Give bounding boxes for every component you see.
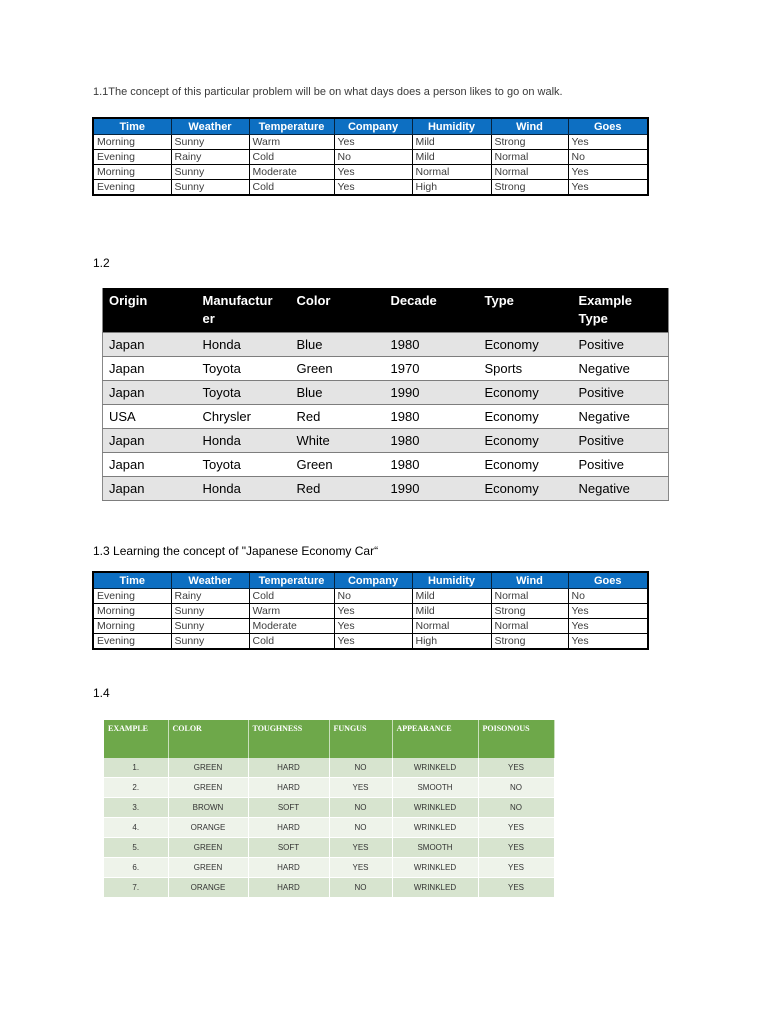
table-cell: Cold xyxy=(249,150,334,165)
table-cell: NO xyxy=(478,798,554,818)
table-cell: Economy xyxy=(479,477,573,501)
table-header-row xyxy=(103,288,669,333)
table-cell: Cold xyxy=(249,589,334,604)
column-header: Origin xyxy=(103,288,197,333)
section-heading-1-3: 1.3 Learning the concept of "Japanese Economy Car“ xyxy=(93,544,379,558)
table-cell: Japan xyxy=(103,381,197,405)
table-cell: 6. xyxy=(104,858,168,878)
table-cell: WRINKLED xyxy=(392,858,478,878)
table-header-row xyxy=(104,720,554,758)
table-cell: YES xyxy=(329,838,392,858)
table-cell: NO xyxy=(329,758,392,778)
table-cell: Yes xyxy=(568,604,648,619)
table-cell: Japan xyxy=(103,333,197,357)
table-cell: Economy xyxy=(479,333,573,357)
table-cell: YES xyxy=(478,818,554,838)
table-cell: Red xyxy=(291,477,385,501)
table-cell: 1980 xyxy=(385,405,479,429)
table-cell: Yes xyxy=(568,180,648,196)
column-header: POISONOUS xyxy=(478,720,554,758)
table-cell: High xyxy=(412,180,491,196)
economy-car-table xyxy=(92,571,649,650)
table-cell: Blue xyxy=(291,333,385,357)
mushroom-table xyxy=(104,720,555,898)
table-cell: YES xyxy=(478,858,554,878)
table-cell: 1980 xyxy=(385,333,479,357)
table-cell: Normal xyxy=(412,165,491,180)
table-cell: Normal xyxy=(491,150,568,165)
table-cell: HARD xyxy=(248,858,329,878)
table-cell: Sunny xyxy=(171,135,249,150)
column-header: Time xyxy=(93,118,171,135)
table-row xyxy=(93,589,648,604)
table-cell: Toyota xyxy=(197,381,291,405)
table-cell: Japan xyxy=(103,357,197,381)
column-header: Wind xyxy=(491,118,568,135)
table-cell: Cold xyxy=(249,180,334,196)
table-cell: Mild xyxy=(412,150,491,165)
section-heading-1-4: 1.4 xyxy=(93,686,110,700)
table-cell: WRINKLED xyxy=(392,798,478,818)
table-row xyxy=(104,798,554,818)
table-cell: Sunny xyxy=(171,619,249,634)
column-header: EXAMPLE xyxy=(104,720,168,758)
table-cell: ORANGE xyxy=(168,878,248,898)
table-cell: Morning xyxy=(93,135,171,150)
table-cell: 4. xyxy=(104,818,168,838)
table-cell: 1990 xyxy=(385,381,479,405)
table-cell: Honda xyxy=(197,477,291,501)
table-cell: Strong xyxy=(491,604,568,619)
table-cell: Positive xyxy=(573,429,669,453)
table-cell: SMOOTH xyxy=(392,838,478,858)
table-cell: Green xyxy=(291,357,385,381)
table-row xyxy=(103,477,669,501)
table-cell: Mild xyxy=(412,604,491,619)
table-row xyxy=(93,150,648,165)
column-header: APPEARANCE xyxy=(392,720,478,758)
table-cell: Yes xyxy=(334,135,412,150)
column-header: Goes xyxy=(568,118,648,135)
table-cell: 1970 xyxy=(385,357,479,381)
table-row xyxy=(104,818,554,838)
table-row xyxy=(103,453,669,477)
table-row xyxy=(93,180,648,196)
table-cell: Evening xyxy=(93,150,171,165)
table-cell: Toyota xyxy=(197,453,291,477)
table-cell: Normal xyxy=(491,619,568,634)
column-header: TOUGHNESS xyxy=(248,720,329,758)
column-header: FUNGUS xyxy=(329,720,392,758)
table-cell: WRINKLED xyxy=(392,878,478,898)
column-header: Temperature xyxy=(249,118,334,135)
table-cell: Sunny xyxy=(171,165,249,180)
table-cell: Strong xyxy=(491,180,568,196)
table-cell: 1. xyxy=(104,758,168,778)
table-cell: YES xyxy=(478,878,554,898)
table-cell: Economy xyxy=(479,405,573,429)
table-cell: Moderate xyxy=(249,619,334,634)
table-cell: WRINKLED xyxy=(392,818,478,838)
table-cell: Morning xyxy=(93,619,171,634)
table-cell: Warm xyxy=(249,135,334,150)
table-cell: Blue xyxy=(291,381,385,405)
table-cell: 3. xyxy=(104,798,168,818)
table-cell: White xyxy=(291,429,385,453)
table-cell: GREEN xyxy=(168,758,248,778)
table-cell: High xyxy=(412,634,491,650)
column-header: Manufactur er xyxy=(197,288,291,333)
table-cell: Negative xyxy=(573,405,669,429)
table-cell: Normal xyxy=(412,619,491,634)
table-cell: Economy xyxy=(479,429,573,453)
table-cell: No xyxy=(334,150,412,165)
table-cell: Honda xyxy=(197,333,291,357)
table-cell: BROWN xyxy=(168,798,248,818)
table-cell: Yes xyxy=(334,180,412,196)
table-cell: Yes xyxy=(568,634,648,650)
table-cell: Yes xyxy=(568,165,648,180)
column-header: Example Type xyxy=(573,288,669,333)
column-header: Weather xyxy=(171,572,249,589)
table-cell: Chrysler xyxy=(197,405,291,429)
table-cell: YES xyxy=(478,838,554,858)
table-cell: Yes xyxy=(568,135,648,150)
table-cell: No xyxy=(568,150,648,165)
table-cell: Japan xyxy=(103,453,197,477)
table-cell: HARD xyxy=(248,758,329,778)
table-cell: Mild xyxy=(412,135,491,150)
table-cell: Positive xyxy=(573,453,669,477)
table-row xyxy=(104,878,554,898)
table-header-row xyxy=(93,118,648,135)
column-header: Color xyxy=(291,288,385,333)
table-cell: Moderate xyxy=(249,165,334,180)
table-cell: Morning xyxy=(93,604,171,619)
table-header-row xyxy=(93,572,648,589)
column-header: Time xyxy=(93,572,171,589)
table-cell: Morning xyxy=(93,165,171,180)
table-cell: Red xyxy=(291,405,385,429)
section-heading-1-2: 1.2 xyxy=(93,256,110,270)
table-cell: Yes xyxy=(568,619,648,634)
table-cell: YES xyxy=(329,778,392,798)
table-cell: Yes xyxy=(334,165,412,180)
table-cell: WRINKELD xyxy=(392,758,478,778)
table-cell: Rainy xyxy=(171,150,249,165)
column-header: Type xyxy=(479,288,573,333)
table-row xyxy=(103,405,669,429)
table-cell: Cold xyxy=(249,634,334,650)
table-cell: SOFT xyxy=(248,798,329,818)
column-header: Goes xyxy=(568,572,648,589)
table-cell: Mild xyxy=(412,589,491,604)
table-cell: Sunny xyxy=(171,180,249,196)
column-header: Company xyxy=(334,572,412,589)
table-cell: Positive xyxy=(573,333,669,357)
intro-text: 1.1The concept of this particular problem will be on what days does a person likes to go on walk. xyxy=(93,86,563,98)
table-cell: ORANGE xyxy=(168,818,248,838)
column-header: Wind xyxy=(491,572,568,589)
column-header: Weather xyxy=(171,118,249,135)
table-row xyxy=(104,838,554,858)
table-cell: Honda xyxy=(197,429,291,453)
table-row xyxy=(93,604,648,619)
table-cell: Evening xyxy=(93,589,171,604)
table-row xyxy=(103,429,669,453)
table-cell: Positive xyxy=(573,381,669,405)
table-row xyxy=(103,381,669,405)
table-cell: GREEN xyxy=(168,778,248,798)
table-cell: 7. xyxy=(104,878,168,898)
table-cell: NO xyxy=(329,818,392,838)
table-cell: NO xyxy=(329,878,392,898)
table-cell: Strong xyxy=(491,634,568,650)
table-cell: 2. xyxy=(104,778,168,798)
table-cell: Sunny xyxy=(171,634,249,650)
table-cell: 1980 xyxy=(385,453,479,477)
table-cell: Economy xyxy=(479,381,573,405)
table-row xyxy=(104,858,554,878)
table-cell: Negative xyxy=(573,477,669,501)
car-table xyxy=(102,288,669,501)
column-header: Temperature xyxy=(249,572,334,589)
table-cell: 5. xyxy=(104,838,168,858)
table-cell: SMOOTH xyxy=(392,778,478,798)
table-row xyxy=(103,357,669,381)
table-cell: NO xyxy=(478,778,554,798)
table-cell: Green xyxy=(291,453,385,477)
table-cell: Yes xyxy=(334,604,412,619)
column-header: Humidity xyxy=(412,572,491,589)
table-cell: Japan xyxy=(103,429,197,453)
table-cell: GREEN xyxy=(168,858,248,878)
table-cell: Sunny xyxy=(171,604,249,619)
table-cell: Evening xyxy=(93,634,171,650)
table-cell: USA xyxy=(103,405,197,429)
table-cell: 1990 xyxy=(385,477,479,501)
table-cell: HARD xyxy=(248,878,329,898)
table-cell: Rainy xyxy=(171,589,249,604)
column-header: Company xyxy=(334,118,412,135)
table-cell: NO xyxy=(329,798,392,818)
table-row xyxy=(93,619,648,634)
table-cell: Strong xyxy=(491,135,568,150)
table-cell: YES xyxy=(329,858,392,878)
table-cell: Evening xyxy=(93,180,171,196)
table-cell: SOFT xyxy=(248,838,329,858)
table-cell: No xyxy=(568,589,648,604)
table-row xyxy=(104,758,554,778)
table-cell: Sports xyxy=(479,357,573,381)
column-header: Humidity xyxy=(412,118,491,135)
table-cell: Warm xyxy=(249,604,334,619)
table-cell: Economy xyxy=(479,453,573,477)
table-cell: Japan xyxy=(103,477,197,501)
table-cell: Toyota xyxy=(197,357,291,381)
table-row xyxy=(104,778,554,798)
table-cell: Yes xyxy=(334,634,412,650)
table-cell: GREEN xyxy=(168,838,248,858)
column-header: Decade xyxy=(385,288,479,333)
table-cell: Yes xyxy=(334,619,412,634)
table-cell: YES xyxy=(478,758,554,778)
walk-table xyxy=(92,117,649,196)
table-cell: No xyxy=(334,589,412,604)
table-row xyxy=(93,165,648,180)
table-row xyxy=(103,333,669,357)
table-cell: 1980 xyxy=(385,429,479,453)
table-cell: Normal xyxy=(491,589,568,604)
table-cell: HARD xyxy=(248,818,329,838)
table-cell: HARD xyxy=(248,778,329,798)
table-row xyxy=(93,634,648,650)
table-cell: Normal xyxy=(491,165,568,180)
table-cell: Negative xyxy=(573,357,669,381)
column-header: COLOR xyxy=(168,720,248,758)
table-row xyxy=(93,135,648,150)
